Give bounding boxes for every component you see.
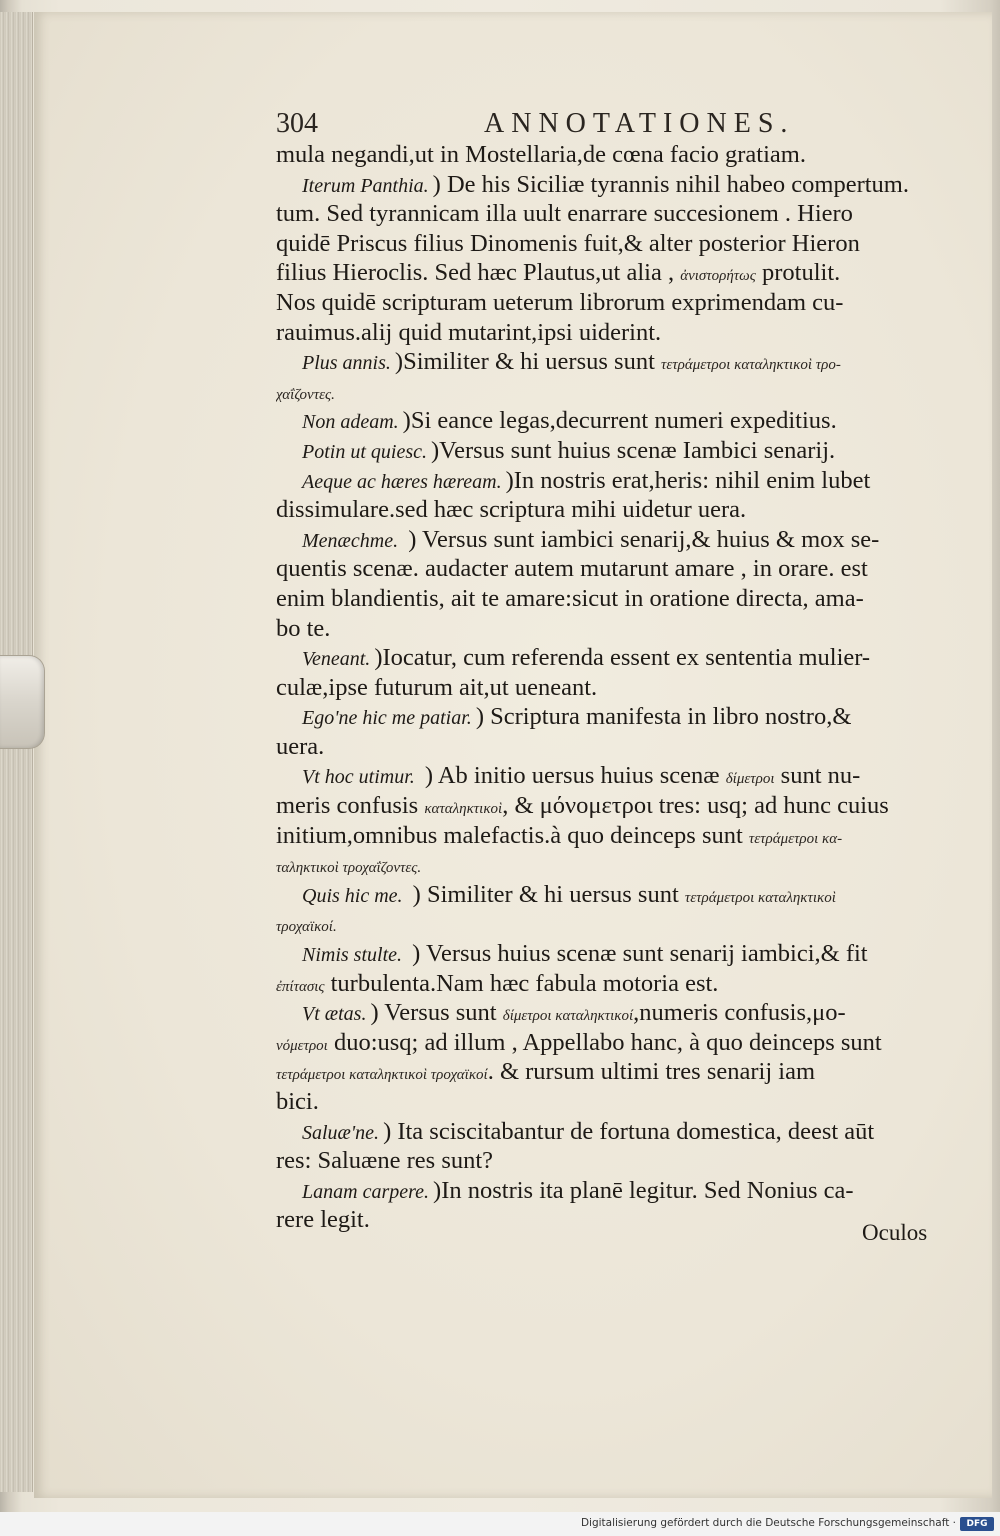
annotation-entry-line xyxy=(276,702,951,732)
text-line xyxy=(276,1057,951,1087)
line-text: tum. Sed tyrannicam illa uult enarrare succesionem . Hiero xyxy=(276,200,853,228)
annotation-entry-line xyxy=(276,1176,951,1206)
line-text: ) Scriptura manifesta in libro nostro,& xyxy=(475,703,852,731)
lemma: Vt ætas. xyxy=(302,1003,367,1026)
greek-term: τετράμετροι καταληκτικοὶ τροχαϊκοί xyxy=(276,1067,488,1084)
text-line xyxy=(276,614,951,644)
line-text: ) Ab initio uersus huius scenæ xyxy=(418,762,726,790)
footer-credit: Digitalisierung gefördert durch die Deutsche Forschungsgemeinschaft · xyxy=(580,1517,956,1529)
text-line xyxy=(276,909,951,939)
line-text: )Similiter & hi uersus sunt xyxy=(394,348,661,376)
greek-term: τροχαϊκοί. xyxy=(276,919,337,936)
line-text: rauimus.alij quid mutarint,ipsi uiderint. xyxy=(276,318,662,346)
line-text-continued: . & rursum ultimi tres senarij iam xyxy=(487,1058,816,1086)
line-text: dissimulare.sed hæc scriptura mihi uidetur uera. xyxy=(276,496,747,524)
digitization-footer xyxy=(0,1512,1000,1536)
text-line xyxy=(276,229,951,259)
line-text: bici. xyxy=(276,1088,319,1115)
book-clasp xyxy=(0,655,45,749)
line-text: Nos quidē scripturam ueterum librorum exprimendam cu- xyxy=(276,288,844,316)
greek-term: ἐπίτασις xyxy=(276,978,325,995)
annotation-text xyxy=(276,140,951,1235)
line-text: bo te. xyxy=(276,614,331,642)
line-text: initium,omnibus malefactis.à quo deinceps sunt xyxy=(276,821,749,849)
line-text: ) Ita sciscitabantur de fortuna domestica, deest aūt xyxy=(383,1117,875,1145)
line-text: )In nostris ita planē legitur. Sed Nonius ca- xyxy=(433,1176,854,1204)
annotation-entry-line xyxy=(276,643,951,673)
greek-term: δίμετροι καταληκτικοί xyxy=(502,1008,634,1025)
line-text: culæ,ipse futurum ait,ut ueneant. xyxy=(276,673,598,701)
line-text: quentis scenæ. audacter autem mutarunt amare , in orare. est xyxy=(276,555,868,583)
greek-term: νόμετροι xyxy=(276,1037,328,1054)
line-text-continued: duo:usq; ad illum , Appellabo hanc, à quo deinceps sunt xyxy=(327,1028,882,1056)
lemma: Potin ut quiesc. xyxy=(302,440,427,463)
text-line xyxy=(276,1087,951,1117)
line-text: mula negandi,ut in Mostellaria,de cœna facio gratiam. xyxy=(276,141,806,168)
annotation-entry-line xyxy=(276,1117,951,1147)
annotation-entry-line xyxy=(276,939,951,969)
text-line xyxy=(276,288,951,318)
annotation-entry-line xyxy=(276,466,951,496)
line-text: res: Saluæne res sunt? xyxy=(276,1147,494,1175)
text-line xyxy=(276,821,951,851)
text-line xyxy=(276,850,951,880)
lemma: Vt hoc utimur. xyxy=(302,766,415,789)
dfg-logo: DFG xyxy=(960,1517,994,1531)
book-page-edges xyxy=(0,12,33,1492)
line-text: ) De his Siciliæ tyrannis nihil habeo compertum. xyxy=(432,170,909,198)
greek-term: ταληκτικοὶ τροχαΐζοντες. xyxy=(276,860,422,877)
text-line xyxy=(276,969,951,999)
line-text: quidē Priscus filius Dinomenis fuit,& alter posterior Hieron xyxy=(276,229,860,257)
line-text: )Iocatur, cum referenda essent ex sententia mulier- xyxy=(374,644,871,672)
greek-term: τετράμετροι καταληκτικοὶ τρο- xyxy=(661,357,841,374)
lemma: Lanam carpere. xyxy=(302,1180,430,1203)
line-text: uera. xyxy=(276,732,325,760)
greek-term: ἀνιστορήτως xyxy=(680,268,756,285)
page-number: 304 xyxy=(276,108,318,139)
line-text: )In nostris erat,heris: nihil enim lubet xyxy=(505,466,871,494)
annotation-entry-line xyxy=(276,525,951,555)
text-line xyxy=(276,673,951,703)
line-text-continued: turbulenta.Nam hæc fabula motoria est. xyxy=(324,969,719,997)
text-line xyxy=(276,318,951,348)
greek-term: τετράμετροι καταληκτικοὶ xyxy=(684,889,836,906)
lemma: Aeque ac hæres hæream. xyxy=(302,470,502,493)
annotation-entry-line xyxy=(276,406,951,436)
line-text: ) Versus sunt iambici senarij,& huius & mox se- xyxy=(402,525,880,553)
text-line xyxy=(276,1205,951,1235)
text-line xyxy=(276,554,951,584)
line-text: ) Versus sunt xyxy=(370,999,503,1027)
annotation-entry-line xyxy=(276,436,951,466)
lemma: Nimis stulte. xyxy=(302,944,403,967)
text-line xyxy=(276,140,951,170)
line-text: ) Similiter & hi uersus sunt xyxy=(406,880,685,908)
lemma: Menæchme. xyxy=(302,529,399,552)
text-line xyxy=(276,732,951,762)
text-line xyxy=(276,584,951,614)
page-header xyxy=(276,108,816,144)
lemma: Non adeam. xyxy=(302,411,399,434)
greek-term: τετράμετροι κα- xyxy=(748,830,843,847)
text-line xyxy=(276,1028,951,1058)
text-line xyxy=(276,1146,951,1176)
catchword: Oculos xyxy=(862,1220,928,1245)
annotation-entry-line xyxy=(276,761,951,791)
greek-term: δίμετροι xyxy=(725,771,775,788)
annotation-entry-line xyxy=(276,347,951,377)
lemma: Veneant. xyxy=(302,648,371,671)
lemma: Plus annis. xyxy=(302,352,391,375)
greek-term: χαΐζοντες. xyxy=(276,386,335,403)
line-text: filius Hieroclis. Sed hæc Plautus,ut alia , xyxy=(276,259,681,287)
lemma: Iterum Panthia. xyxy=(302,174,429,197)
line-text: )Si eance legas,decurrent numeri expeditius. xyxy=(402,407,837,435)
annotation-entry-line xyxy=(276,880,951,910)
annotation-entry-line xyxy=(276,998,951,1028)
line-text: enim blandientis, ait te amare:sicut in oratione directa, ama- xyxy=(276,584,864,612)
text-line xyxy=(276,791,951,821)
line-text-continued: sunt nu- xyxy=(774,762,861,790)
line-text: ) Versus huius scenæ sunt senarij iambici,& fit xyxy=(406,940,868,968)
line-text: )Versus sunt huius scenæ Iambici senarij. xyxy=(430,436,836,464)
text-line xyxy=(276,258,951,288)
text-line xyxy=(276,495,951,525)
lemma: Ego'ne hic me patiar. xyxy=(302,707,472,730)
line-text-continued: , & μόνομετροι tres: usq; ad hunc cuius xyxy=(502,792,889,820)
text-line xyxy=(276,199,951,229)
lemma: Quis hic me. xyxy=(302,884,403,907)
running-head: ANNOTATIONES. xyxy=(484,108,795,139)
greek-term: καταληκτικοὶ xyxy=(424,801,503,818)
text-line xyxy=(276,377,951,407)
annotation-entry-line xyxy=(276,170,951,200)
line-text: rere legit. xyxy=(276,1206,370,1234)
line-text-continued: protulit. xyxy=(755,259,841,287)
line-text: meris confusis xyxy=(276,792,425,820)
lemma: Saluæ'ne. xyxy=(302,1121,380,1144)
line-text-continued: ,numeris confusis,μο- xyxy=(633,999,846,1027)
